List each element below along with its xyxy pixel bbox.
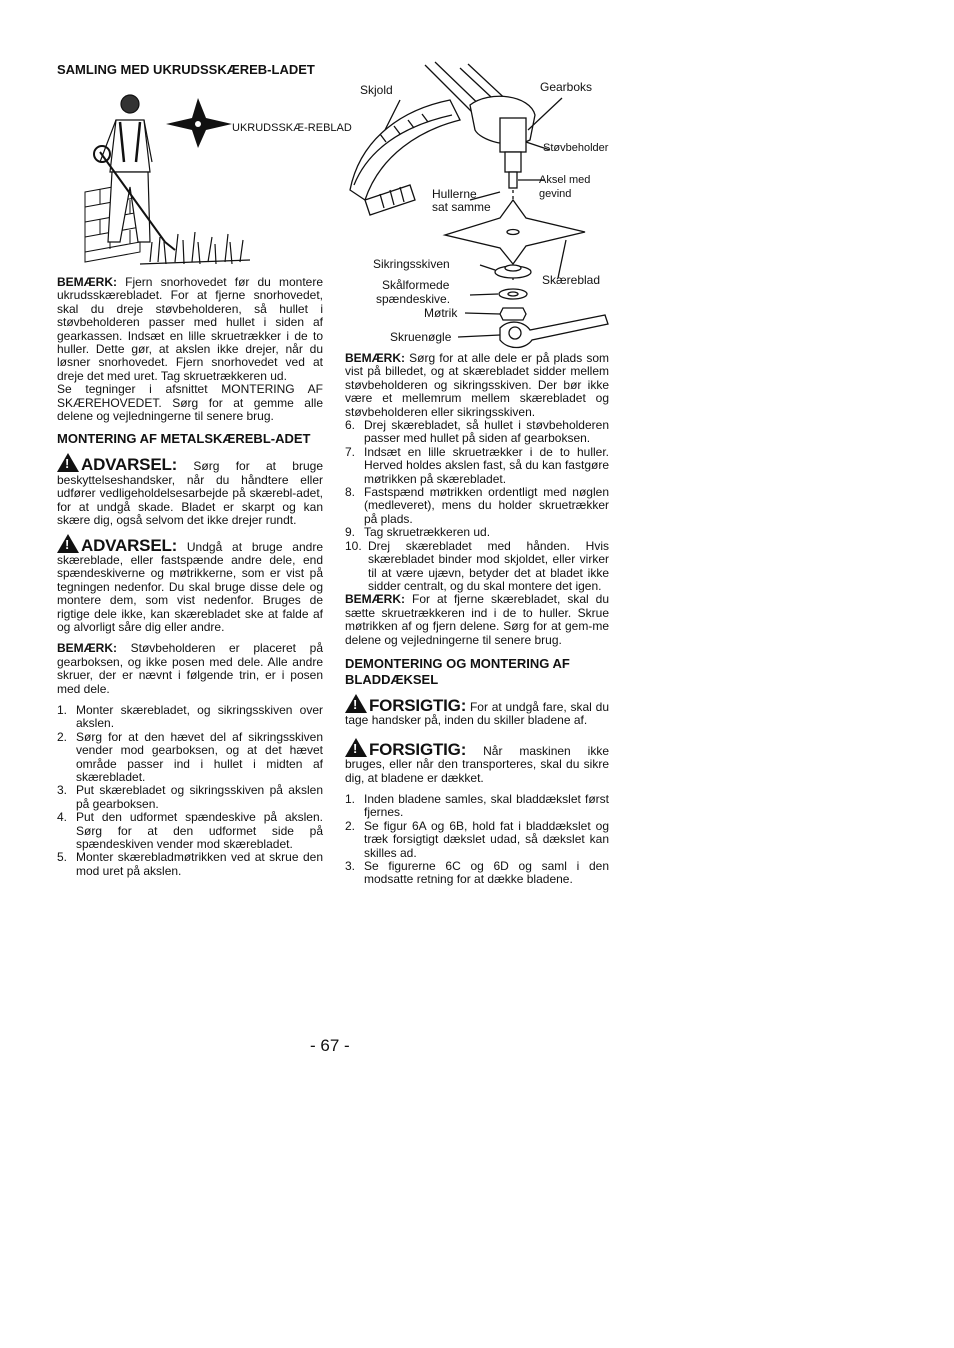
list-item: 1. Monter skærebladet, og sikringsskiven over akslen. [57,702,323,731]
label-skal-1: Skålformede [382,278,450,292]
label-huller-1: Hullerne [432,187,477,201]
steps-list-cover [345,793,609,887]
blade-label: UKRUDSSKÆ-REBLAD [232,122,352,134]
page-number: - 67 - [310,1036,350,1055]
steps-list-right [345,419,609,593]
warning-icon [345,694,367,713]
label-aksel-1: Aksel med [539,174,591,186]
list-item: 3. Se figurerne 6C og 6D og saml i den modsatte retning for at dække bladene. [345,859,609,887]
heading-samling: SAMLING MED UKRUDSSKÆREB-LADET [57,62,315,77]
heading-demontering: DEMONTERING OG MONTERING AF BLADDÆKSEL [345,655,570,687]
label-skruenogle: Skruenøgle [390,330,452,344]
note-see-drawings: Se tegninger i afsnittet MONTERING AF SKÆREHOVEDET. Sørg for at gemme alle delene og vejledningerne til senere brug. [57,382,323,424]
label-skjold: Skjold [360,83,393,97]
label-huller-2: sat samme [432,200,491,214]
list-item: 9. Tag skruetrækkeren ud. [345,525,491,540]
note-remove-blade: BEMÆRK: For at fjerne skærebladet, skal du sætte skruetrækkeren ind i de to huller. Skrue møtrikken af og fjern delene. Sørg for at gem-me delene og vejledningerne til senere brug. [345,592,609,647]
list-item: 1. Inden bladene samles, skal bladdækslet først fjernes. [345,791,609,820]
label-gearboks: Gearboks [540,80,593,94]
operator-figure [80,92,352,272]
note-remove-head: BEMÆRK: Fjern snorhovedet før du montere ukrudsskærebladet. For at fjerne snorhovedet, skal du dreje støvbeholderen, så hullet i støvbeholderen passer med hullet i siden af gearkassen. Indsæt en lille skruetrækker i de to huller. Dette gør, at akslen ikke drejer, når du løsner snorhovedet. Fjern snorhovedet ved at dreje det med uret. Tag skruetrækkeren ud. [57,275,323,383]
list-item: 10. Drej skærebladet med hånden. Hvis skærebladet binder mod skjoldet, eller virker til at være ujævn, betyder det at bladet ikke sidder centralt, og du skal montere det igen. [345,538,609,593]
list-item: 6. Drej skærebladet, så hullet i støvbeholderen passer med hullet på siden af gearboksen. [345,418,609,446]
list-item: 5. Monter skærebladmøtrikken ved at skrue den mod uret på akslen. [57,850,323,878]
label-stovbeholder: Støvbeholder [543,142,609,154]
label-motrik: Møtrik [424,306,458,320]
label-aksel-2: gevind [539,188,572,200]
warning-icon [57,453,79,472]
operator-illustration [80,92,330,272]
label-skal-2: spændeskive. [376,292,451,306]
list-item: 4. Put den udformet spændeskive på akslen. Sørg for at den udformet side på spændeskiven vender mod skærebladet. [57,810,323,852]
warning-parts: !ADVARSEL: Undgå at bruge andre skæreblade, eller fastspænde andre dele, end spændeskiverne og møtrikkerne, som er vist på tegningen nedenfor. Du skal bruge disse dele og montere dem, som vist nedenfor. Bruges de rigtige dele ikke, kan skærebladet ske at falde af og alvorligt såre dig eller andre. [57,534,323,635]
warning-icon [57,534,79,553]
heading-montering: MONTERING AF METALSKÆREBL-ADET [57,431,311,447]
steps-list-left [57,704,323,878]
list-item: 3. Put skærebladet og sikringsskiven på akslen på gearboksen. [57,783,323,811]
list-item: 7. Indsæt en lille skruetrækker i de to huller. Herved holdes akslen fast, så du kan fastgøre møtrikken på skærebladet. [345,444,609,486]
warning-icon [345,738,367,757]
caution-gloves: !FORSIGTIG: For at undgå fare, skal du tage handsker på, inden du skiller bladene af. [345,694,609,728]
right-column [345,352,609,887]
caution-cover: !FORSIGTIG: Når maskinen ikke bruges, eller når den transporteres, skal du sikre dig, at bladene er dækket. [345,738,609,785]
label-skaereblad: Skæreblad [542,273,601,287]
assembly-figure [340,60,620,350]
note-dust-cup: BEMÆRK: Støvbeholderen er placeret på gearboksen, og ikke posen med dele. Alle andre skruer, der er nævnt i følgende trin, er i posen med dele. [57,641,323,696]
list-item: 8. Fastspænd møtrikken ordentligt med nøglen (medleveret), mens du holder skruetrækker på plads. [345,485,609,526]
list-item: 2. Se figur 6A og 6B, hold fat i bladdækslet og træk forsigtigt dækslet udad, så dækslet kan skilles ad. [345,818,609,860]
label-sikringsskiven: Sikringsskiven [373,257,450,271]
list-item: 2. Sørg for at den hævet del af sikringsskiven vender mod gearboksen, og at det hævet område passer ind i hullet i midten af skærebladet. [57,729,323,784]
note-placement: BEMÆRK: Sørg for at alle dele er på plads som vist på billedet, og at skærebladet sidder mellem støvbeholderen og sikringsskiven. Der bør ikke være et mellemrum mellem skærebladet og støvbeholderen eller sikringsskiven. [345,351,609,419]
warning-gloves: !ADVARSEL: Sørg for at bruge beskyttelseshandsker, når du håndtere eller udfører vedligeholdelsesarbejde på skærebl-adet, for at undgå skade. Bladet er skarpt og kan skære dig, også selvom det ikke drejer rundt. [57,453,323,527]
